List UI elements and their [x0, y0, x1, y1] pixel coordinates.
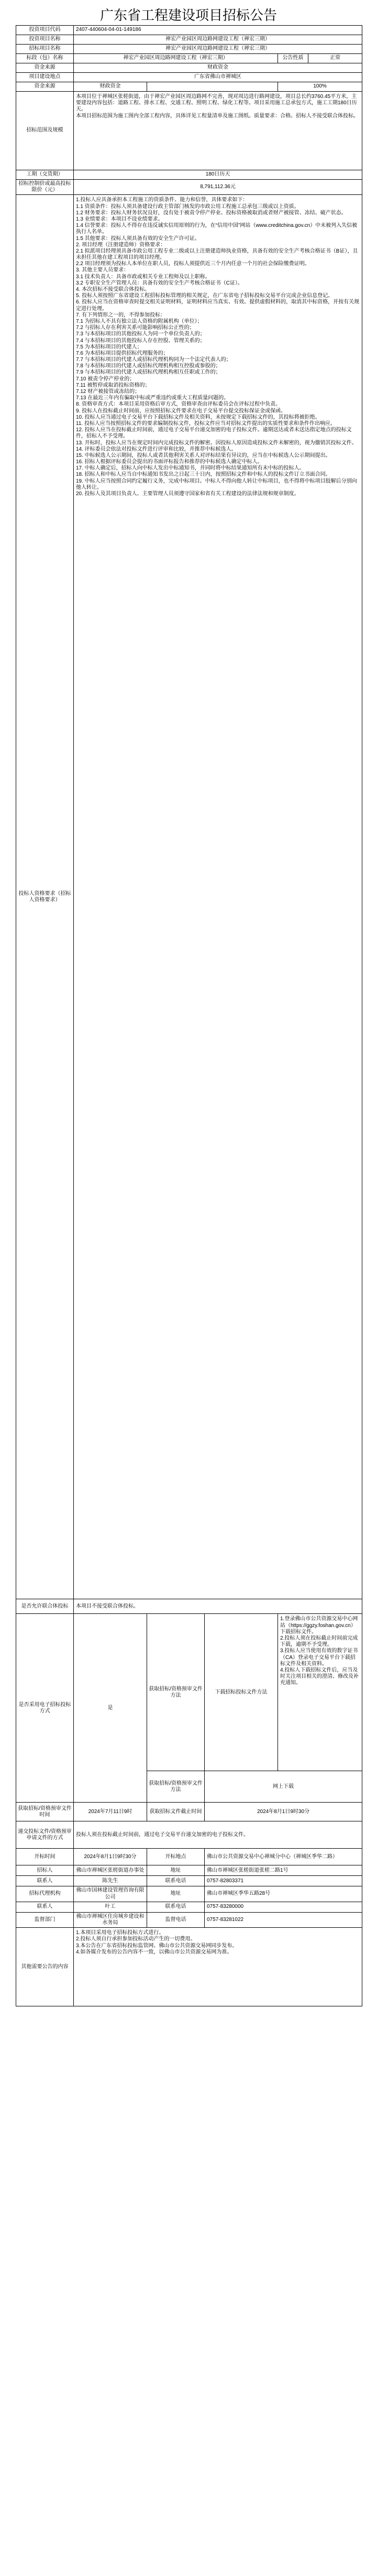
qualification-label: 投标人资格要求（招标人资格要求）	[16, 195, 74, 1599]
agent-address-value: 佛山市禅城区季华五路28号	[205, 1886, 362, 1902]
supervisor-label: 监督部门	[16, 1912, 74, 1927]
duration-value: 180日历天	[74, 170, 362, 180]
joint-bid-value: 本项目不接受联合体投标。	[74, 1599, 362, 1614]
other-label: 其他需要公告的内容	[16, 1928, 74, 2006]
fund-source-label: 资金来源	[16, 63, 74, 73]
download-label: 下载招标投标文件方法	[205, 1614, 278, 1771]
phone-value: 0757-82803371	[205, 1876, 362, 1886]
supervisor-value: 佛山市禅城区住房城乡建设和水务局	[74, 1912, 147, 1927]
doc-method-value: 网上下载	[205, 1771, 362, 1803]
contact-value: 陈先生	[74, 1876, 147, 1886]
fund-source-value: 财政资金	[74, 63, 362, 73]
doc-time-end: 2024年8月1日9时30分	[205, 1803, 362, 1821]
joint-bid-label: 是否允许联合体投标	[16, 1599, 74, 1614]
agent-phone-label: 联系电话	[147, 1902, 205, 1912]
open-time-value: 2024年8月1日9时30分	[74, 1849, 147, 1865]
location-label: 项目建设地点	[16, 73, 74, 82]
scale-label: 招标范围及规模	[16, 92, 74, 170]
section-name-label: 标段（包）名称	[16, 54, 74, 63]
open-place-value: 佛山市公共资源交易中心禅城分中心（禅城区季华二路）	[205, 1849, 362, 1865]
tender-project-label: 招标项目名称	[16, 45, 74, 54]
agent-value: 佛山市国林建设管理咨询有限公司	[74, 1886, 147, 1902]
fund-detail-col1: 财政资金	[74, 82, 147, 92]
notice-nature-label: 公告性质	[278, 54, 308, 63]
contact-label: 联系人	[16, 1876, 74, 1886]
tender-project-value: 禅宏产业园区周边路网建设工程（禅宏三期）	[74, 45, 362, 54]
tenderer-label: 招标人	[16, 1865, 74, 1876]
agent-contact-label: 联系人	[16, 1902, 74, 1912]
project-name-label: 投资项目名称	[16, 35, 74, 45]
e-bidding-value: 是	[74, 1614, 147, 1803]
doc-time-start: 2024年7月11日9时	[74, 1803, 147, 1821]
qualification-text: 1.投标人应具备承担本工程施工的资质条件、能力和信誉，具体要求如下： 1.1 资质条件：投标人须具备建设行政主管部门核发的市政公用工程施工总承包三级或以上资质。 1.2 财务要求：投标人财务状况良好，没有处于被责令停产停业、投标资格被取消或者财产被接管、冻结、破产状态。 1.3 业绩要求：本项目不设业绩要求。 1.4 信誉要求：投标人不得存在违反诚实信用原则的行为，在“信用中国”网站（www.creditchina.gov.cn）中未被列入失信被执行人名单。 1.5 其他要求：投标人须具备有效的安全生产许可证。 2. 项目经理（注册建造师）资格要求： 2.1 拟派项目经理须具备市政公用工程专业二级或以上注册建造师执业资格，具备有效的安全生产考核合格证书（B证），且未担任其他在建工程项目的项目经理。 2.2 项目经理须为投标人本单位在职人员，投标人须提供近三个月内任意一个月的社会保险缴费证明。 3. 其他主要人员要求： 3.1 技术负责人：具备市政或相关专业工程师及以上职称。 3.2 专职安全生产管理人员：具备有效的安全生产考核合格证书（C证）。 4. 本次招标不接受联合体投标。 5. 投标人须按照广东省建设工程招标投标管理的相关规定，在广东省电子招标投标交易平台完成企业信息登记。 6. 投标人应当在资格审查时提交相关证明材料，证明材料应当真实、有效。提供虚假材料的，取消其中标资格，并按有关规定进行处理。 7. 有下列情形之一的，不得参加投标： 7.1 为招标人不具有独立法人资格的附属机构（单位）； 7.2 与招标人存在利害关系可能影响招标公正性的； 7.3 与本招标项目的其他投标人为同一个单位负责人的； 7.4 与本招标项目的其他投标人存在控股、管理关系的； 7.5 为本招标项目的代建人； 7.6 为本招标项目提供招标代理服务的； 7.7 与本招标项目的代建人或招标代理机构同为一个法定代表人的； 7.8 与本招标项目的代建人或招标代理机构相互控股或参股的； 7.9 与本招标项目的代建人或招标代理机构相互任职或工作的； 7.10 被责令停产停业的； 7.11 被暂停或取消投标资格的； 7.12 财产被接管或冻结的； 7.13 在最近三年内有骗取中标或严重违约或重大工程质量问题的。 8. 资格审查方式：本项目采用资格后审方式，资格审查由评标委员会在评标过程中负责。 9. 投标人在投标截止时间前，应按照招标文件要求在电子交易平台提交投标保证金或保函。 10. 投标人应当通过电子交易平台下载招标文件及相关资料，未按规定下载招标文件的，其投标将被拒绝。 11. 投标人应当按照招标文件的要求编制投标文件，投标文件应当对招标文件提出的实质性要求和条件作出响应。 12. 投标人应当在投标截止时间前，通过电子交易平台递交加密的电子投标文件。逾期送达或者未送达指定地点的投标文件，招标人不予受理。 13. 开标时，投标人应当在规定时间内完成投标文件的解密。因投标人原因造成投标文件未解密的，视为撤销其投标文件。 14. 评标委员会依法对投标文件进行评审和比较，并推荐中标候选人。 15. 中标候选人公示期间，投标人或者其他利害关系人对评标结果有异议的，应当在中标候选人公示期间提出。 16. 招标人根据评标委员会提出的书面评标报告和推荐的中标候选人确定中标人。 17. 中标人确定后，招标人向中标人发出中标通知书，并同时将中标结果通知所有未中标的投标人。 18. 招标人和中标人应当自中标通知书发出之日起三十日内，按照招标文件和中标人的投标文件订立书面合同。 19. 中标人应当按照合同约定履行义务，完成中标项目。中标人不得向他人转让中标项目，也不得将中标项目肢解后分别向他人转让。 20. 投标人及其项目负责人、主要管理人员须遵守国家和省有关工程建设的法律法规和规章制度。	[74, 195, 362, 1599]
fund-detail-col2	[147, 82, 278, 92]
doc-method-label-2: 获取招标/资格预审文件方法	[147, 1771, 205, 1803]
doc-time-end-label: 获取招标文件截止时间	[147, 1803, 205, 1821]
doc-time-label: 获取招标/资格预审文件时间	[16, 1803, 74, 1821]
download-text: 1.登录佛山市公共资源交易中心网站（https://ggzy.foshan.gov.cn）下载招标文件。 2.投标人须在投标截止时间前完成下载，逾期不予受理。 3.投标人应当使用有效的数字证书（CA）登录电子交易平台下载招标文件及相关资料。 4.投标人下载招标文件后，应当及时关注项目相关的澄清、修改及补充通知。	[278, 1614, 362, 1771]
fund-detail-col3: 100%	[278, 82, 362, 92]
open-time-label: 开标时间	[16, 1849, 74, 1865]
agent-contact-value: 叶工	[74, 1902, 147, 1912]
notice-table	[16, 25, 362, 2006]
e-bidding-label: 是否采用电子招标投标方式	[16, 1614, 74, 1803]
section-name-value: 禅宏产业园区周边路网建设工程（禅宏三期）	[74, 54, 278, 63]
other-text: 1.本项目采用电子招标投标方式进行。 2.投标人须自行承担参加投标活动产生的一切费用。 3.本公告在广东省招标投标监管网、佛山市公共资源交易网同步发布。 4.如各媒介发布的公告内容不一致，以佛山市公共资源交易网为准。	[74, 1928, 362, 2006]
submit-value: 投标人须在投标截止时间前，通过电子交易平台递交加密的电子投标文件。	[74, 1821, 362, 1849]
phone-label: 联系电话	[147, 1876, 205, 1886]
doc-method-label: 获取招标/资格预审文件方法	[147, 1614, 205, 1771]
supervisor-phone-value: 0757-83281022	[205, 1912, 362, 1927]
open-place-label: 开标地点	[147, 1849, 205, 1865]
fund-detail-label: 资金来源	[16, 82, 74, 92]
project-code-value: 2407-440604-04-01-149186	[74, 26, 362, 35]
project-code-label: 投资项目代码	[16, 26, 74, 35]
project-name-value: 禅宏产业园区周边路网建设工程（禅宏三期）	[74, 35, 362, 45]
price-label: 招标控制价或最高投标限价（元）	[16, 180, 74, 195]
tenderer-address-value: 佛山市禅城区张槎街道张槎二路1号	[205, 1865, 362, 1876]
agent-label: 招标代理机构	[16, 1886, 74, 1902]
agent-address-label: 地址	[147, 1886, 205, 1902]
page-title: 广东省工程建设项目招标公告	[99, 7, 277, 23]
price-value: 8,791,112.36元	[74, 180, 362, 195]
location-value: 广东省佛山市禅城区	[74, 73, 362, 82]
scale-text: 本项目位于禅城区张槎街道，由于禅宏产业园区周边路网不完善，现对周边进行路网建设，项目总长约3760.45平方米，主要建设内容包括：道路工程、排水工程、交通工程、照明工程、绿化工程等。项目采用施工总承包方式，施工工期180日历天。 本项目招标范围为施工图内全部工程内容，具体详见工程量清单及施工图纸。质量要求：合格。招标人不接受联合体投标。	[74, 92, 362, 170]
notice-nature-value: 正常	[308, 54, 362, 63]
tenderer-address-label: 地址	[147, 1865, 205, 1876]
tenderer-value: 佛山市禅城区张槎街道办事处	[74, 1865, 147, 1876]
duration-label: 工期（交货期）	[16, 170, 74, 180]
agent-phone-value: 0757-83280000	[205, 1902, 362, 1912]
supervisor-phone-label: 监督电话	[147, 1912, 205, 1927]
submit-label: 递交投标文件/资格预审申请文件的方式	[16, 1821, 74, 1849]
